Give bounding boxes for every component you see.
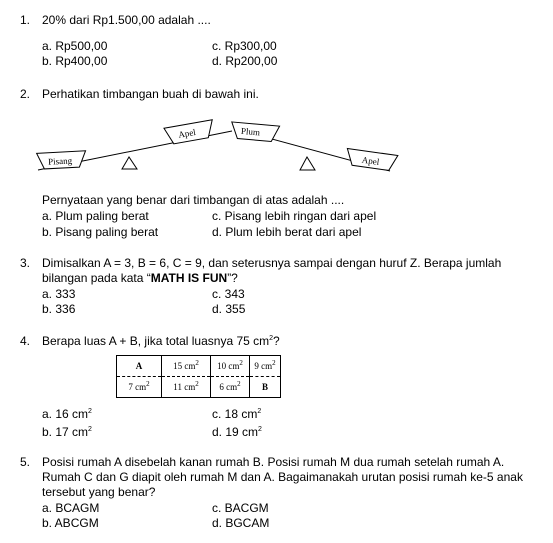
balance-scale-right <box>230 122 397 171</box>
q3-number: 3. <box>20 256 31 270</box>
q2-option-c: c. Pisang lebih ringan dari apel <box>212 209 377 223</box>
q3-line2-prefix: bilangan pada kata “ <box>42 271 151 285</box>
q2-number: 2. <box>20 87 31 101</box>
plum-label: Plum <box>240 125 261 138</box>
cell-6: 6 $cm^2$ <box>211 377 250 398</box>
q3-keyword: MATH IS FUN <box>150 271 228 285</box>
q4-number: 4. <box>20 334 31 348</box>
apel-label-1: Apel <box>177 126 197 140</box>
q5-line1: Posisi rumah A disebelah kanan rumah B. Posisi rumah M dua rumah setelah rumah A. <box>42 455 505 469</box>
q5-option-d: d. BGCAM <box>212 516 270 530</box>
q4-option-c: c. 18 $cm^2$ <box>212 407 262 421</box>
area-grid-row-1 <box>117 356 281 377</box>
area-grid-table <box>116 355 281 398</box>
cell-9: 9 $cm^2$ <box>250 356 281 377</box>
q1-option-c: c. Rp300,00 <box>212 39 277 53</box>
pisang-label: Pisang <box>47 155 73 167</box>
q4-option-a: a. 16 $cm^2$ <box>42 407 92 421</box>
q5-option-c: c. BACGM <box>212 501 269 515</box>
q2-option-b: b. Pisang paling berat <box>42 225 159 239</box>
q1-option-a: a. Rp500,00 <box>42 39 108 53</box>
q3-option-b: b. 336 <box>42 302 76 316</box>
q3-line2-suffix: ”? <box>227 271 238 285</box>
q3-line2 <box>42 271 238 285</box>
q2-option-a: a. Plum paling berat <box>42 209 149 223</box>
q4-text-sup: 2 <box>269 335 274 342</box>
q1-option-b: b. Rp400,00 <box>42 54 108 68</box>
q5-number: 5. <box>20 455 31 469</box>
q5-option-a: a. BCAGM <box>42 501 100 515</box>
q4-text <box>42 334 280 348</box>
balance-scale-left <box>37 120 232 170</box>
q2-statement: Pernyataan yang benar dari timbangan di atas adalah .... <box>42 193 345 207</box>
q5-line2: Rumah C dan G diapit oleh rumah M dan A. Bagaimanakah urutan posisi rumah ke-5 anak <box>42 470 523 484</box>
cell-11: 11 $cm^2$ <box>162 377 211 398</box>
cell-b: B <box>250 377 281 398</box>
q1-number: 1. <box>20 13 31 27</box>
q5-line3: tersebut yang benar? <box>42 485 156 499</box>
q5-option-b: b. ABCGM <box>42 516 99 530</box>
cell-7: 7 $cm^2$ <box>117 377 162 398</box>
q4-option-b: b. 17 $cm^2$ <box>42 425 92 439</box>
q4-text-suffix: ? <box>273 334 280 348</box>
q3-option-a: a. 333 <box>42 287 76 301</box>
q4-option-d: d. 19 $cm^2$ <box>212 425 262 439</box>
q1-text: 20% dari Rp1.500,00 adalah .... <box>42 13 211 27</box>
q3-line1: Dimisalkan A = 3, B = 6, C = 9, dan seterusnya sampai dengan huruf Z. Berapa jumlah <box>42 256 502 270</box>
cell-a: A <box>117 356 162 377</box>
cell-15: 15 $cm^2$ <box>162 356 211 377</box>
cell-10: 10 $cm^2$ <box>211 356 250 377</box>
apel-label-2: Apel <box>361 154 380 167</box>
q3-option-d: d. 355 <box>212 302 246 316</box>
q3-option-c: c. 343 <box>212 287 245 301</box>
area-grid-row-2 <box>117 377 281 398</box>
q1-option-d: d. Rp200,00 <box>212 54 278 68</box>
q2-text: Perhatikan timbangan buah di bawah ini. <box>42 87 259 101</box>
q4-text-prefix: Berapa luas A + B, jika total luasnya 75 cm <box>42 334 270 348</box>
q2-option-d: d. Plum lebih berat dari apel <box>212 225 362 239</box>
